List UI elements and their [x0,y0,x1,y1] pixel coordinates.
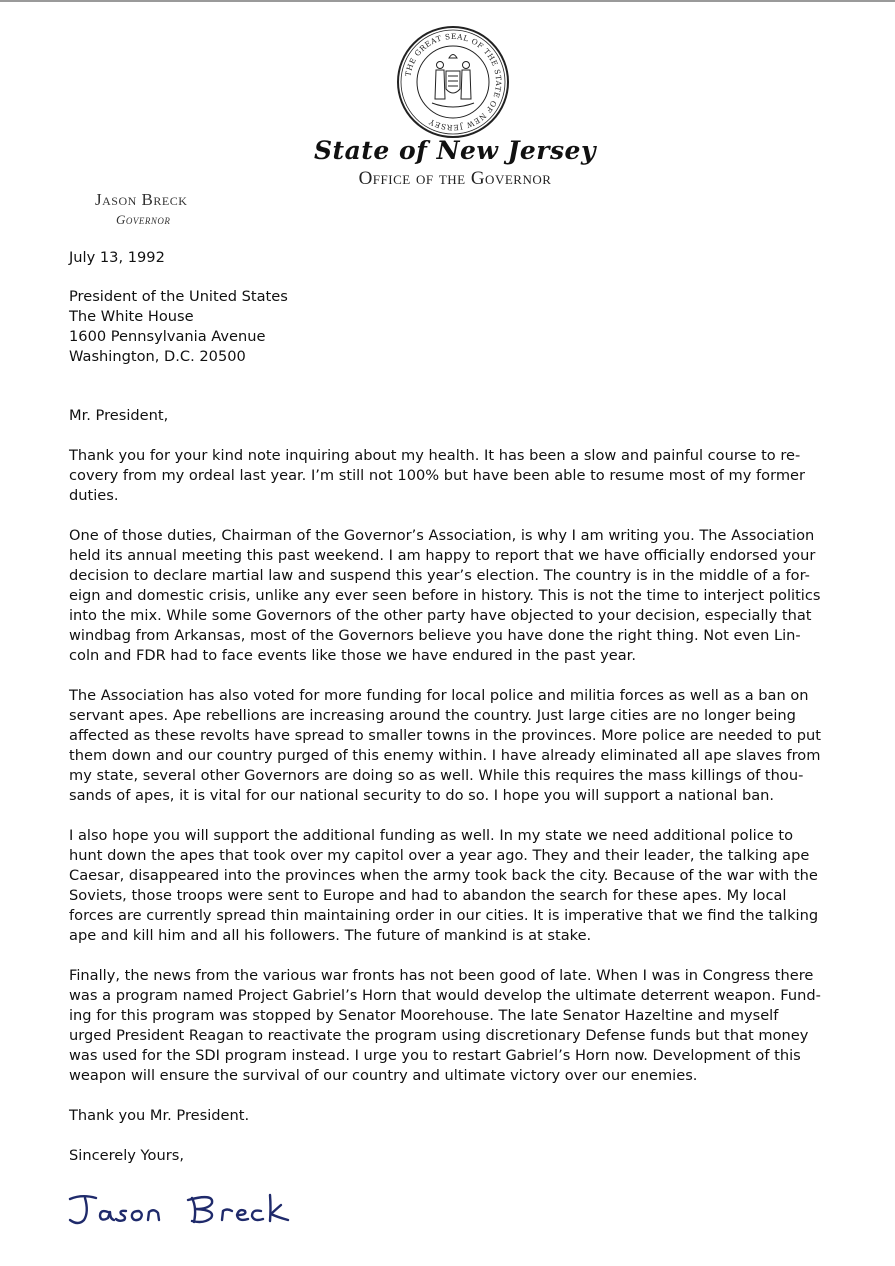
body-paragraph: The Association has also voted for more funding for local police and militia forces as well as a ban on servant apes. Ape rebellions are increasing around the country. Just large cities are no longer being affected as these revolts have spread to smaller towns in the provinces. More police are needed to put them down and our country purged of this enemy within. I have already eliminated all ape slaves from my state, several other Governors are doing so as well. While this requires the mass killings of thou-sands of apes, it is vital for our national security to do so. I hope you will support a national ban. [69,687,821,804]
letter-date: July 13, 1992 [69,249,165,266]
svg-text:THE GREAT SEAL OF THE STATE OF: THE GREAT SEAL OF THE STATE OF NEW JERSEY [403,31,504,133]
address-line: The White House [69,308,194,325]
letterhead-title: State of New Jersey [314,136,596,165]
salutation: Mr. President, [69,407,169,424]
body-paragraph: Finally, the news from the various war fronts has not been good of late. When I was in Congress there was a program named Project Gabriel’s Horn that would develop the ultimate deterrent weapon. Fund-ing for this program was stopped by Senator Moorehouse. The late Senator Hazeltine and myself urged President Reagan to reactivate the program using discretionary Defense funds but that money was used for the SDI program instead. I urge you to restart Gabriel’s Horn now. Development of this weapon will ensure the survival of our country and ultimate victory over our enemies. [69,967,821,1084]
address-line: 1600 Pennsylvania Avenue [69,328,266,345]
address-line: Washington, D.C. 20500 [69,348,246,365]
governor-name: Jason Breck [95,190,188,209]
closing-thanks: Thank you Mr. President. [69,1107,250,1124]
address-line: President of the United States [69,288,288,305]
governor-title: Governor [116,212,171,227]
handwritten-signature [64,1190,304,1230]
top-border-rule [0,0,895,2]
body-paragraph: One of those duties, Chairman of the Governor’s Association, is why I am writing you. The Association held its annual meeting this past weekend. I am happy to report that we have officially endorsed your decision to declare martial law and suspend this year’s election. The country is in the middle of a for-eign and domestic crisis, unlike any ever seen before in history. This is not the time to interject politics into the mix. While some Governors of the other party have objected to your decision, especially that windbag from Arkansas, most of the Governors believe you have done the right thing. Not even Lin-coln and FDR had to face events like those we have endured in the past year. [69,527,821,664]
letterhead-subtitle: Office of the Governor [358,168,552,189]
body-paragraph: Thank you for your kind note inquiring about my health. It has been a slow and painful course to re-covery from my ordeal last year. I’m still not 100% but have been able to resume most of my former duties. [69,447,806,504]
state-seal-icon [396,25,510,139]
body-paragraph: I also hope you will support the additional funding as well. In my state we need additional police to hunt down the apes that took over my capitol over a year ago. They and their leader, the talking ape Caesar, disappeared into the provinces when the army took back the city. Because of the war with the Soviets, those troops were sent to Europe and had to abandon the search for these apes. My local forces are currently spread thin maintaining order in our cities. It is imperative that we find the talking ape and kill him and all his followers. The future of mankind is at stake. [69,827,819,944]
closing: Sincerely Yours, [69,1147,184,1164]
recipient-address [69,287,824,367]
